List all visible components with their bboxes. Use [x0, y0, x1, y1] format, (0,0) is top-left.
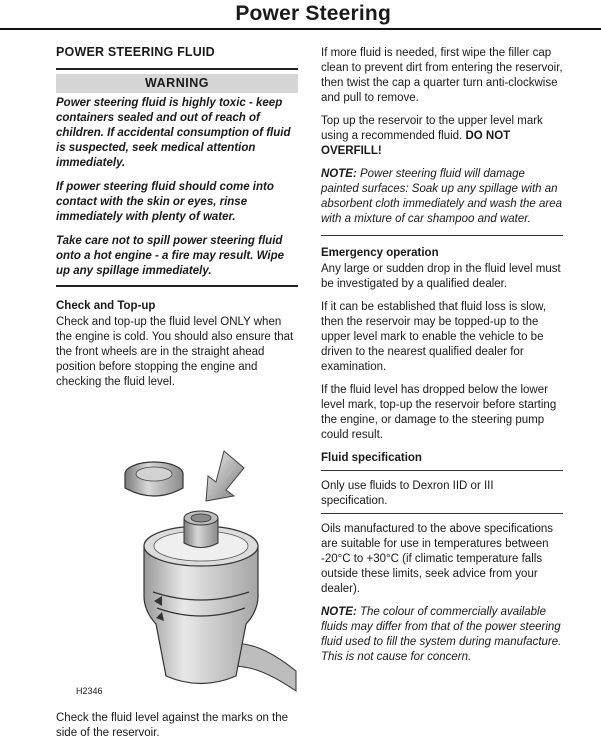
reservoir-figure — [56, 446, 298, 696]
spec-requirement: Only use fluids to Dexron IID or III specification. — [321, 479, 563, 514]
warning-paragraph-fire: Take care not to spill power steering fluid onto a hot engine - a fire may result. Wipe up any spillage immediately. — [56, 235, 285, 277]
topup-text — [321, 114, 563, 159]
warning-paragraph-skin: If power steering fluid should come into contact with the skin or eyes, rinse immediately with plenty of water. — [56, 181, 274, 223]
warning-paragraph-toxic: Power steering fluid is highly toxic - keep containers sealed and out of reach of children. If accidental consumption of fluid is suspected, seek medical attention immediately. — [56, 97, 291, 169]
warning-label: WARNING — [56, 74, 298, 93]
right-column — [321, 46, 563, 673]
reservoir-illustration — [56, 446, 298, 696]
filler-cap-text: If more fluid is needed, first wipe the filler cap clean to prevent dirt from entering the reservoir, then twist the cap a quarter turn anti-clockwise and pull to remove. — [321, 47, 563, 104]
paint-note-text: Power steering fluid will damage painted surfaces: Soak up any spillage with an absorbent cloth immediately and wash the area with a mixture of car shampoo and water. — [321, 168, 563, 225]
emergency-heading: Emergency operation — [321, 247, 439, 259]
check-heading: Check and Top-up — [56, 300, 156, 312]
check-text: Check and top-up the fluid level ONLY when the engine is cold. You should also ensure that the front wheels are in the straight ahead position before stopping the engine and checking the fluid level. — [56, 316, 294, 388]
rotation-arrow-icon — [206, 451, 244, 501]
emergency-text-1: Any large or sudden drop in the fluid level must be investigated by a qualified dealer. — [321, 263, 561, 290]
left-column — [56, 45, 298, 398]
paint-note — [321, 167, 563, 227]
colour-note-text: The colour of commercially available fluids may differ from that of the power steering fluid used to fill the system during manufacture. This is not cause for concern. — [321, 606, 562, 663]
divider — [321, 235, 563, 236]
warning-box — [56, 68, 298, 287]
page-header — [0, 0, 601, 30]
page-title: Power Steering — [235, 2, 391, 25]
colour-note — [321, 605, 563, 665]
spec-text: Oils manufactured to the above specifications are suitable for use in temperatures between -20°C to +30°C (if climatic temperature falls outside these limits, seek advice from your dealer). — [321, 523, 554, 595]
emergency-text-2: If it can be established that fluid loss is slow, then the reservoir may be topped-up to the upper level mark to enable the vehicle to be driven to the nearest qualified dealer for examination. — [321, 301, 547, 373]
emergency-text-3: If the fluid level has dropped below the lower level mark, top-up the reservoir before starting the engine, or damage to the steering pump could result. — [321, 384, 557, 441]
section-title: POWER STEERING FLUID — [56, 45, 215, 59]
figure-id: H2346 — [76, 686, 103, 696]
overfill-warning: DO NOT OVERFILL! — [321, 130, 511, 157]
note-label-2: NOTE: — [321, 606, 357, 618]
figure-caption: Check the fluid level against the marks on the side of the reservoir. — [56, 712, 289, 739]
topup-main: Top up the reservoir to the upper level mark using a recommended fluid. — [321, 115, 543, 142]
spec-heading: Fluid specification — [321, 451, 563, 471]
note-label: NOTE: — [321, 168, 357, 180]
